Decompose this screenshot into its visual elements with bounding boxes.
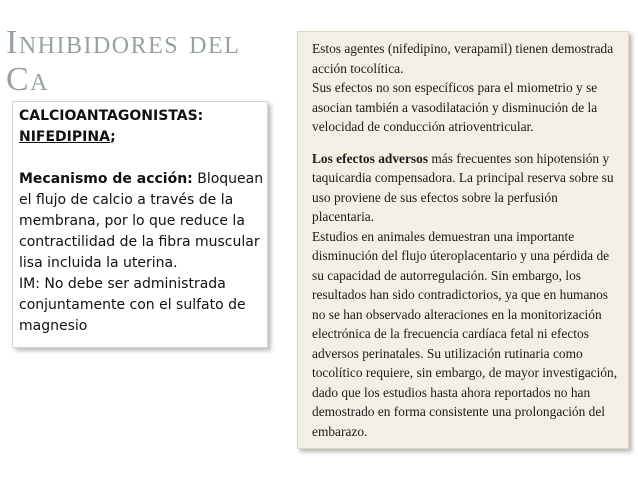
drug-name-suffix: ; [110, 129, 116, 145]
adverse-effects-paragraph [312, 149, 620, 227]
mechanism-text: Bloquean el flujo de calcio a través de la membrana, por lo que reduce la contractilidad de la fibra muscular lisa incluida la uterina. [19, 171, 264, 271]
slide-title-line1: Inhibidores del [6, 24, 241, 61]
slide-title-line2: Ca [6, 61, 50, 98]
drug-class-heading [19, 106, 265, 148]
agents-paragraph: Estos agentes (nifedipino, verapamil) tienen demostrada acción tocolítica. [312, 41, 614, 76]
mechanism-label: Mecanismo de acción: [19, 171, 193, 187]
drug-class-label: CALCIOANTAGONISTAS: [19, 108, 204, 124]
adverse-effects-text: más frecuentes son hipotensión y taquicardia compensadora. La principal reserva sobre su uso proviene de sus efectos sobre la perfusión placentaria. [312, 150, 614, 224]
animal-studies-paragraph: Estudios en animales demuestran una importante disminución del flujo úteroplacentario y una pérdida de su capacidad de autorregulación. Sin embargo, los resultados han sido contradictorios, ya que en humanos no se han observado alteraciones en la monitorización electrónica de la frecuencia cardíaca fetal ni efectos adversos perinatales. Su utilización rutinaria como tocolítico requiere, sin embargo, de mayor investigación, dado que los estudios hasta ahora reportados no han demostrado en forma consistente una prolongación del embarazo. [312, 228, 618, 439]
drug-name: NIFEDIPINA [19, 129, 111, 145]
details-box [297, 31, 629, 449]
adverse-effects-label: Los efectos adversos [312, 150, 429, 166]
mechanism-paragraph [19, 169, 265, 274]
slide-title [6, 24, 296, 98]
drug-summary-box [12, 101, 268, 348]
effects-paragraph: Sus efectos no son específicos para el miometrio y se asocian también a vasodilatación y disminución de la velocidad de conducción atrioventricular. [312, 80, 598, 134]
im-warning: IM: No debe ser administrada conjuntamente con el sulfato de magnesio [19, 276, 246, 334]
